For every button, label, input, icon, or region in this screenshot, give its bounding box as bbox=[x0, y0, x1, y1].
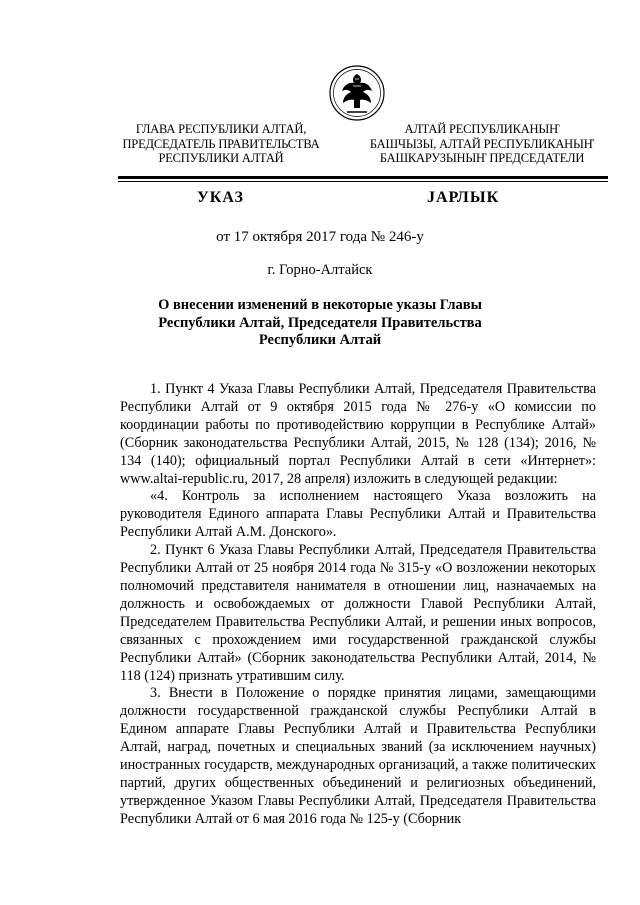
header-left-line: РЕСПУБЛИКИ АЛТАЙ bbox=[158, 151, 284, 165]
header-left bbox=[108, 122, 334, 166]
header-divider-thin bbox=[118, 181, 608, 182]
subject-line: Республики Алтай bbox=[258, 332, 382, 348]
paragraph: «4. Контроль за исполнением настоящего Указа возложить на руководителя Единого аппарата Главы Республики Алтай и Правительства Республики Алтай А.М. Донского». bbox=[120, 488, 596, 541]
doc-subject bbox=[150, 297, 490, 350]
header-left-line: ПРЕДСЕДАТЕЛЬ ПРАВИТЕЛЬСТВА bbox=[122, 136, 320, 151]
paragraph: 2. Пункт 6 Указа Главы Республики Алтай, Председателя Правительства Республики Алтай от 25 ноября 2014 года № 315-у «О возложении некоторых полномочий представителя нанимателя в отношении лиц, назначаемых на должность и освобождаемых от должности Главой Республики Алтай, Председателем Правительства Республики Алтай, и решении иных вопросов, связанных с прохождением ими государственной гражданской службы Республики Алтай» (Сборник законодательства Республики Алтай, 2014, № 118 (124) признать утратившим силу. bbox=[120, 542, 596, 684]
doc-date: от 17 октября 2017 года № 246-у bbox=[216, 229, 424, 245]
header-divider-thick bbox=[118, 176, 608, 179]
paragraph: 3. Внести в Положение о порядке принятия лицами, замещающими должности государственной гражданской службы Республики Алтай в Едином аппарате Главы Республики Алтай и Правительства Республики Алтай, наград, почетных и специальных званий (за исключением научных) иностранных государств, международных организаций, а также политических партий, других общественных объединений и религиозных объединений, утвержденное Указом Главы Республики Алтай, Председателя Правительства Республики Алтай от 6 мая 2016 года № 125-у (Сборник bbox=[120, 685, 596, 827]
header-right-line: БАШКАРУЗЫНЫҤ ПРЕДСЕДАТЕЛИ bbox=[379, 151, 585, 165]
doc-type-ru: УКАЗ bbox=[197, 189, 244, 206]
subject-line: Республики Алтай, Председателя Правительства bbox=[158, 314, 482, 331]
doc-body bbox=[120, 381, 596, 829]
coat-of-arms-icon bbox=[329, 60, 385, 126]
doc-city: г. Горно-Алтайск bbox=[267, 262, 373, 278]
header-right bbox=[352, 122, 612, 166]
subject-line: О внесении изменений в некоторые указы Главы bbox=[158, 297, 482, 313]
header-left-line: ГЛАВА РЕСПУБЛИКИ АЛТАЙ, bbox=[135, 122, 307, 136]
doc-type-alt: JАРЛЫК bbox=[427, 189, 500, 206]
paragraph: 1. Пункт 4 Указа Главы Республики Алтай, Председателя Правительства Республики Алтай от 9 октября 2015 года № 276-у «О комиссии по координации работы по противодействию коррупции в Республике Алтай» (Сборник законодательства Республики Алтай, 2015, № 128 (134); 2016, № 134 (140); официальный портал Республики Алтай в сети «Интернет»: www.altai-republic.ru, 2017, 28 апреля) изложить в следующей редакции: bbox=[120, 381, 596, 487]
header-right-line: БАШЧЫЗЫ, АЛТАЙ РЕСПУБЛИКАНЫҤ bbox=[369, 136, 595, 151]
header-right-line: АЛТАЙ РЕСПУБЛИКАНЫҤ bbox=[404, 122, 560, 136]
